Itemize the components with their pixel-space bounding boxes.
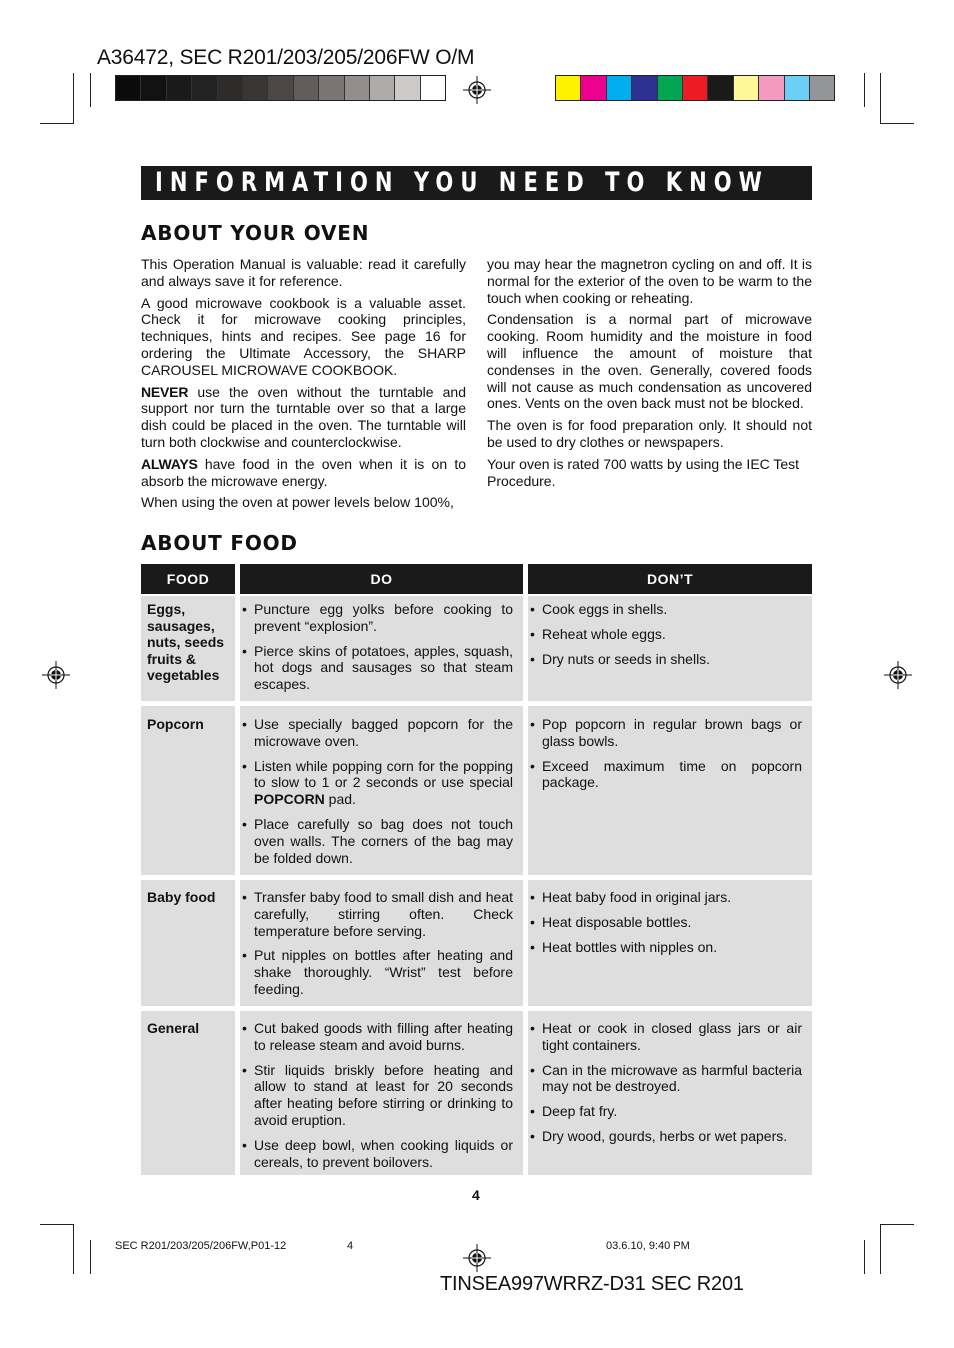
color-swatch xyxy=(395,76,420,100)
color-swatch xyxy=(243,76,268,100)
color-swatch xyxy=(319,76,344,100)
color-swatch xyxy=(683,76,708,100)
food-name: Baby food xyxy=(147,889,216,905)
dont-cell xyxy=(530,716,802,799)
list-item: • Stir liquids briskly before heating and allow to stand at least for 20 seconds after heating before stirring or drinking to avoid eruption. xyxy=(242,1062,513,1129)
paragraph: you may hear the magnetron cycling on and off. It is normal for the exterior of the oven to be warm to the touch when cooking or reheating. xyxy=(487,256,812,306)
paragraph: This Operation Manual is valuable: read it carefully and always save it for reference. xyxy=(141,256,466,289)
list-item: • Heat disposable bottles. xyxy=(530,914,802,931)
list-item: • Puncture egg yolks before cooking to prevent “explosion”. xyxy=(242,601,513,635)
never-keyword: NEVER xyxy=(141,383,189,400)
color-swatch xyxy=(116,76,141,100)
list-item: • Use specially bagged popcorn for the microwave oven. xyxy=(242,716,513,750)
color-swatch xyxy=(294,76,319,100)
color-swatch xyxy=(192,76,217,100)
always-keyword: ALWAYS xyxy=(141,455,198,472)
do-cell xyxy=(242,601,513,701)
popcorn-keyword: POPCORN xyxy=(254,791,325,808)
do-cell xyxy=(242,889,513,1006)
color-swatch xyxy=(607,76,632,100)
paragraph xyxy=(141,384,466,451)
color-swatch xyxy=(759,76,784,100)
footer-file: SEC R201/203/205/206FW,P01-12 xyxy=(115,1240,287,1252)
col-header-dont: DON’T xyxy=(528,564,812,594)
color-swatch xyxy=(268,76,293,100)
about-oven-left-column xyxy=(141,256,466,516)
about-food-heading: ABOUT FOOD xyxy=(141,531,298,555)
about-oven-right-column xyxy=(487,256,812,494)
paragraph: Your oven is rated 700 watts by using the IEC Test Procedure. xyxy=(487,455,800,489)
about-oven-heading: ABOUT YOUR OVEN xyxy=(141,221,370,245)
list-item: • Heat baby food in original jars. xyxy=(530,889,802,906)
list-item: • Deep fat fry. xyxy=(530,1103,802,1120)
color-swatch xyxy=(810,76,834,100)
list-item: • Reheat whole eggs. xyxy=(530,626,802,643)
paragraph: When using the oven at power levels below 100%, xyxy=(141,494,454,511)
do-cell xyxy=(242,1020,513,1178)
color-swatch xyxy=(632,76,657,100)
food-name: Eggs, sausages, nuts, seeds fruits & vegetables xyxy=(147,601,225,684)
list-item-text: pad. xyxy=(324,791,356,808)
color-swatch xyxy=(218,76,243,100)
list-item: • Can in the microwave as harmful bacteria may not be destroyed. xyxy=(530,1062,802,1096)
color-swatch xyxy=(708,76,733,100)
paragraph: The oven is for food preparation only. It should not be used to dry clothes or newspapers. xyxy=(487,417,812,450)
always-text: have food in the oven when it is on to absorb the microwave energy. xyxy=(141,455,466,489)
color-swatch xyxy=(141,76,166,100)
doc-id: A36472, SEC R201/203/205/206FW O/M xyxy=(97,46,475,69)
paragraph: A good microwave cookbook is a valuable asset. Check it for microwave cooking principles, techniques, hints and recipes. See page 16 for ordering the Ultimate Accessory, the SHARP CAROUSEL MICROWAVE COOKBOOK. xyxy=(141,294,466,378)
grayscale-color-bar xyxy=(115,75,446,101)
food-name: General xyxy=(147,1020,200,1036)
process-color-bar xyxy=(555,75,835,101)
registration-mark-icon xyxy=(42,661,70,689)
list-item: • Dry wood, gourds, herbs or wet papers. xyxy=(530,1128,802,1145)
do-cell xyxy=(242,716,513,874)
col-header-do: DO xyxy=(240,564,523,594)
list-item: • Dry nuts or seeds in shells. xyxy=(530,651,802,668)
banner-title: INFORMATION YOU NEED TO KNOW xyxy=(155,167,769,198)
list-item: • Heat or cook in closed glass jars or air tight containers. xyxy=(530,1020,802,1054)
never-text: use the oven without the turntable and support nor turn the turntable over so that a large dish could be placed in the oven. The turntable will turn both clockwise and counterclockwise. xyxy=(141,383,466,450)
footer-datetime: 03.6.10, 9:40 PM xyxy=(606,1240,690,1252)
col-header-food: FOOD xyxy=(141,564,235,594)
list-item xyxy=(242,758,513,808)
dont-cell xyxy=(530,1020,802,1153)
registration-mark-icon xyxy=(884,661,912,689)
color-swatch xyxy=(658,76,683,100)
list-item: • Cut baked goods with filling after heating to release steam and avoid burns. xyxy=(242,1020,513,1054)
color-swatch xyxy=(421,76,445,100)
list-item-text: Listen while popping corn for the popping to slow to 1 or 2 seconds or use special xyxy=(254,757,513,791)
food-name: Popcorn xyxy=(147,716,204,732)
list-item: • Pop popcorn in regular brown bags or glass bowls. xyxy=(530,716,802,750)
page-number: 4 xyxy=(472,1187,480,1203)
color-swatch xyxy=(734,76,759,100)
list-item: • Exceed maximum time on popcorn package. xyxy=(530,758,802,792)
registration-mark-icon xyxy=(463,76,491,104)
list-item: • Put nipples on bottles after heating and shake thoroughly. “Wrist” test before feeding. xyxy=(242,947,513,997)
registration-mark-icon xyxy=(463,1244,491,1272)
color-swatch xyxy=(581,76,606,100)
list-item: • Transfer baby food to small dish and heat carefully, stirring often. Check temperature before serving. xyxy=(242,889,513,939)
list-item: • Pierce skins of potatoes, apples, squash, hot dogs and sausages so that steam escapes. xyxy=(242,643,513,693)
color-swatch xyxy=(785,76,810,100)
list-item: • Cook eggs in shells. xyxy=(530,601,802,618)
color-swatch xyxy=(556,76,581,100)
color-swatch xyxy=(345,76,370,100)
color-swatch xyxy=(370,76,395,100)
paragraph: Condensation is a normal part of microwave cooking. Room humidity and the moisture in food will influence the amount of moisture that condenses in the oven. Generally, covered foods will not cause as much condensation as uncovered ones. Vents on the oven back must not be blocked. xyxy=(487,311,812,412)
list-item: • Use deep bowl, when cooking liquids or cereals, to prevent boilovers. xyxy=(242,1137,513,1171)
color-swatch xyxy=(167,76,192,100)
list-item: • Heat bottles with nipples on. xyxy=(530,939,802,956)
dont-cell xyxy=(530,601,802,675)
section-banner xyxy=(141,166,812,200)
dont-cell xyxy=(530,889,802,963)
paragraph xyxy=(141,456,466,490)
footer-page: 4 xyxy=(347,1240,354,1252)
list-item: • Place carefully so bag does not touch oven walls. The corners of the bag may be folded down. xyxy=(242,816,513,866)
footer-code: TINSEA997WRRZ-D31 SEC R201 xyxy=(440,1273,744,1295)
